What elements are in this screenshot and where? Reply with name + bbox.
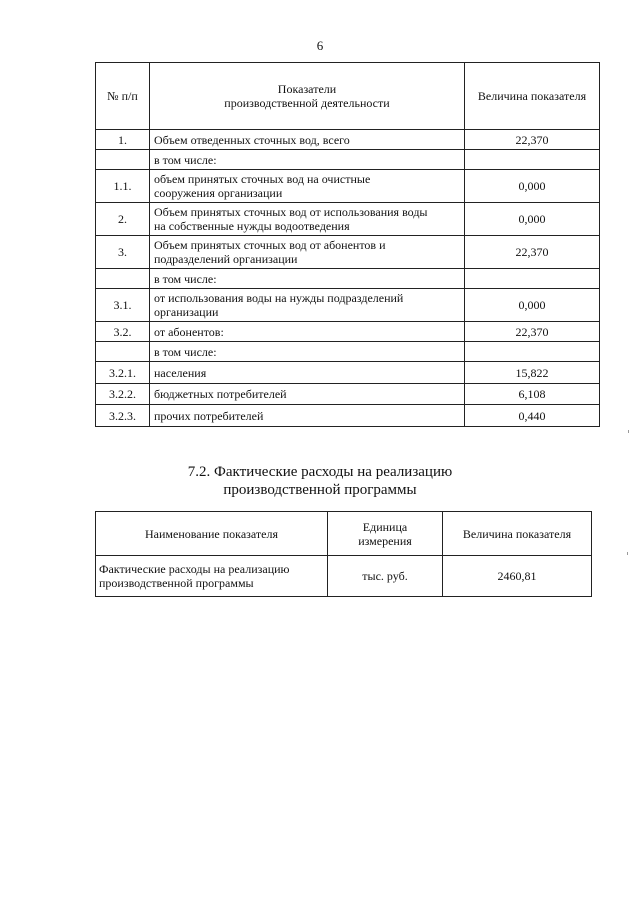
row-indicator-line: Объем принятых сточных вод от абонентов и bbox=[154, 238, 386, 252]
table-row bbox=[96, 236, 600, 269]
row-indicator bbox=[150, 203, 465, 236]
header-name: Наименование показателя bbox=[96, 512, 328, 556]
row-indicator-line: подразделений организации bbox=[154, 252, 298, 266]
row-value: 22,370 bbox=[465, 322, 600, 342]
header-unit bbox=[328, 512, 443, 556]
table-row bbox=[96, 150, 600, 170]
row-indicator-line: бюджетных потребителей bbox=[154, 387, 287, 401]
table-header-row bbox=[96, 512, 592, 556]
header-indicator-line2: производственной деятельности bbox=[224, 96, 390, 110]
row-indicator-line: в том числе: bbox=[154, 152, 217, 167]
table-row bbox=[96, 269, 600, 289]
row-indicator bbox=[150, 236, 465, 269]
header-unit-line2: измерения bbox=[358, 533, 412, 548]
header-indicator-line1: Показатели bbox=[277, 82, 337, 96]
row-indicator-line: организации bbox=[154, 305, 219, 319]
row-number: 3.2.1. bbox=[96, 362, 150, 384]
row-value: 0,000 bbox=[465, 203, 600, 236]
row-indicator-line: на собственные нужды водоотведения bbox=[154, 219, 350, 233]
row-indicator bbox=[150, 269, 465, 289]
row-indicator bbox=[150, 289, 465, 322]
row-indicator bbox=[150, 342, 465, 362]
section-heading-line2: производственной программы bbox=[223, 482, 417, 498]
row-indicator-line: Фактические расходы на реализацию bbox=[99, 562, 290, 576]
row-value: 0,440 bbox=[465, 405, 600, 427]
actual-expenses-table bbox=[95, 511, 592, 597]
row-number bbox=[96, 150, 150, 170]
row-indicator-line: от абонентов: bbox=[154, 324, 224, 339]
row-value bbox=[465, 150, 600, 170]
table-row bbox=[96, 322, 600, 342]
row-indicator-line: производственной программы bbox=[99, 576, 254, 590]
row-value: 2460,81 bbox=[443, 556, 592, 597]
table-row bbox=[96, 342, 600, 362]
row-indicator bbox=[150, 150, 465, 170]
table-row bbox=[96, 556, 592, 597]
header-value: Величина показателя bbox=[443, 512, 592, 556]
row-indicator bbox=[150, 170, 465, 203]
row-value: 15,822 bbox=[465, 362, 600, 384]
row-indicator-line: прочих потребителей bbox=[154, 408, 264, 423]
section-heading bbox=[0, 463, 640, 499]
scan-speck bbox=[628, 430, 629, 433]
table-row bbox=[96, 384, 600, 405]
row-indicator bbox=[150, 362, 465, 384]
row-indicator-line: в том числе: bbox=[154, 271, 217, 286]
row-indicator-line: в том числе: bbox=[154, 344, 217, 359]
row-indicator-line: от использования воды на нужды подразделений bbox=[154, 291, 404, 305]
row-value: 22,370 bbox=[465, 130, 600, 150]
table-row bbox=[96, 362, 600, 384]
table-header-row bbox=[96, 63, 600, 130]
row-indicator bbox=[150, 130, 465, 150]
row-indicator-line: населения bbox=[154, 365, 207, 380]
row-unit: тыс. руб. bbox=[328, 556, 443, 597]
header-unit-line1: Единица bbox=[362, 519, 408, 534]
page-number: 6 bbox=[316, 38, 324, 53]
row-indicator bbox=[150, 405, 465, 427]
section-heading-line1: 7.2. Фактические расходы на реализацию bbox=[187, 464, 453, 480]
row-indicator-line: Объем принятых сточных вод от использования воды bbox=[154, 205, 428, 219]
row-number bbox=[96, 269, 150, 289]
table-row bbox=[96, 130, 600, 150]
row-indicator bbox=[150, 384, 465, 405]
header-indicator bbox=[150, 63, 465, 130]
row-indicator-line: объем принятых сточных вод на очистные bbox=[154, 172, 371, 186]
row-number: 3.1. bbox=[96, 289, 150, 322]
row-number: 1.1. bbox=[96, 170, 150, 203]
row-value bbox=[465, 342, 600, 362]
row-value: 0,000 bbox=[465, 170, 600, 203]
row-indicator-line: Объем отведенных сточных вод, всего bbox=[154, 132, 350, 147]
row-indicator-line: сооружения организации bbox=[154, 186, 283, 200]
table-row bbox=[96, 203, 600, 236]
row-number: 2. bbox=[96, 203, 150, 236]
header-value: Величина показателя bbox=[465, 63, 600, 130]
row-number bbox=[96, 342, 150, 362]
header-num: № п/п bbox=[96, 63, 150, 130]
row-number: 3. bbox=[96, 236, 150, 269]
scan-speck bbox=[627, 552, 628, 555]
row-value: 22,370 bbox=[465, 236, 600, 269]
row-number: 3.2. bbox=[96, 322, 150, 342]
row-number: 3.2.2. bbox=[96, 384, 150, 405]
row-value: 6,108 bbox=[465, 384, 600, 405]
row-number: 3.2.3. bbox=[96, 405, 150, 427]
table-row bbox=[96, 289, 600, 322]
row-number: 1. bbox=[96, 130, 150, 150]
production-indicators-table bbox=[95, 62, 600, 427]
row-indicator bbox=[150, 322, 465, 342]
row-value: 0,000 bbox=[465, 289, 600, 322]
table-row bbox=[96, 405, 600, 427]
row-indicator bbox=[96, 556, 328, 597]
row-value bbox=[465, 269, 600, 289]
table-row bbox=[96, 170, 600, 203]
